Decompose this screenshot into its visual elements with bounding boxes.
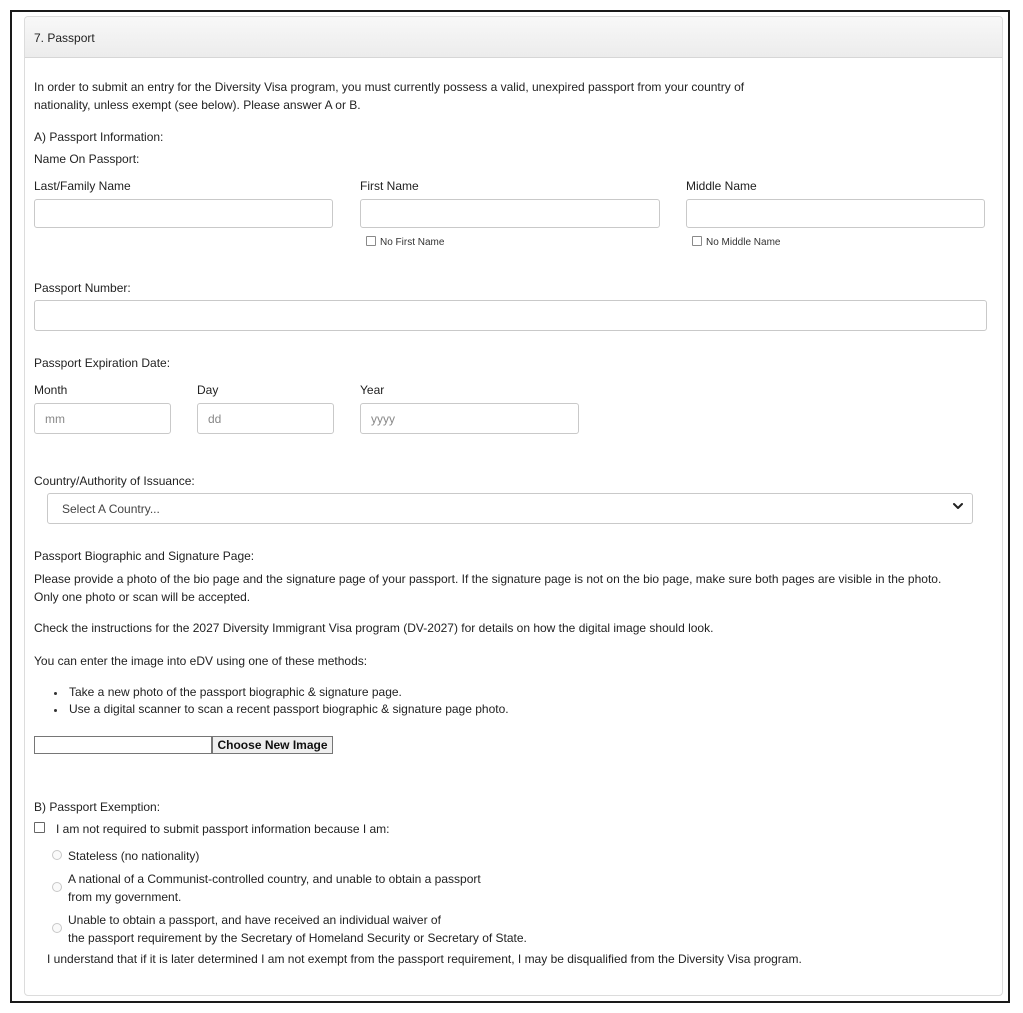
bio-page-desc-line2: Only one photo or scan will be accepted. [34,590,251,604]
country-selected-value: Select A Country... [62,502,160,516]
middle-name-input[interactable] [686,199,985,228]
passport-number-input[interactable] [34,300,987,331]
expiration-heading: Passport Expiration Date: [34,356,171,370]
last-name-input[interactable] [34,199,333,228]
no-first-name-label: No First Name [380,237,445,248]
exemption-checkbox-label: I am not required to submit passport information because I am: [56,822,390,836]
passport-panel [24,16,1003,996]
passport-info-heading: A) Passport Information: [34,130,164,144]
exemption-checkbox[interactable] [34,822,45,833]
waiver-radio[interactable] [52,923,62,933]
waiver-label-line2: the passport requirement by the Secretary of Homeland Security or Secretary of State. [68,931,527,945]
year-label: Year [360,383,385,397]
country-select[interactable] [47,493,973,524]
waiver-label-line1: Unable to obtain a passport, and have received an individual waiver of [68,913,441,927]
middle-name-label: Middle Name [686,179,757,193]
section-title: 7. Passport [34,31,95,45]
communist-country-label-line1: A national of a Communist-controlled country, and unable to obtain a passport [68,872,481,886]
communist-country-radio[interactable] [52,882,62,892]
chevron-down-icon [952,500,964,512]
no-first-name-checkbox[interactable] [366,236,376,246]
no-middle-name-checkbox[interactable] [692,236,702,246]
first-name-input[interactable] [360,199,660,228]
bio-page-heading: Passport Biographic and Signature Page: [34,549,255,563]
list-bullet [54,692,57,695]
choose-new-image-button[interactable]: Choose New Image [212,736,333,754]
stateless-radio[interactable] [52,850,62,860]
day-input[interactable] [197,403,334,434]
methods-intro: You can enter the image into eDV using one of these methods: [34,654,368,668]
exemption-heading: B) Passport Exemption: [34,800,161,814]
day-label: Day [197,383,219,397]
panel-header [25,17,1002,58]
intro-text-line1: In order to submit an entry for the Diversity Visa program, you must currently possess a valid, unexpired passport from your country of [34,80,745,94]
method-item-1: Take a new photo of the passport biographic & signature page. [69,685,402,699]
file-name-field [34,736,212,754]
month-input[interactable] [34,403,171,434]
passport-number-label: Passport Number: [34,281,131,295]
communist-country-label-line2: from my government. [68,890,182,904]
name-on-passport-heading: Name On Passport: [34,152,140,166]
method-item-2: Use a digital scanner to scan a recent passport biographic & signature page photo. [69,702,509,716]
year-input[interactable] [360,403,579,434]
no-middle-name-label: No Middle Name [706,237,781,248]
bio-page-desc-line1: Please provide a photo of the bio page and the signature page of your passport. If the signature page is not on the bio page, make sure both pages are visible in the photo. [34,572,942,586]
list-bullet [54,709,57,712]
intro-text-line2: nationality, unless exempt (see below). Please answer A or B. [34,98,361,112]
understand-statement: I understand that if it is later determined I am not exempt from the passport requirement, I may be disqualified from the Diversity Visa program. [47,952,802,966]
first-name-label: First Name [360,179,419,193]
stateless-label: Stateless (no nationality) [68,849,200,863]
country-label: Country/Authority of Issuance: [34,474,195,488]
last-name-label: Last/Family Name [34,179,131,193]
page-frame [10,10,1010,1003]
bio-page-instructions: Check the instructions for the 2027 Diversity Immigrant Visa program (DV-2027) for details on how the digital image should look. [34,621,714,635]
month-label: Month [34,383,68,397]
